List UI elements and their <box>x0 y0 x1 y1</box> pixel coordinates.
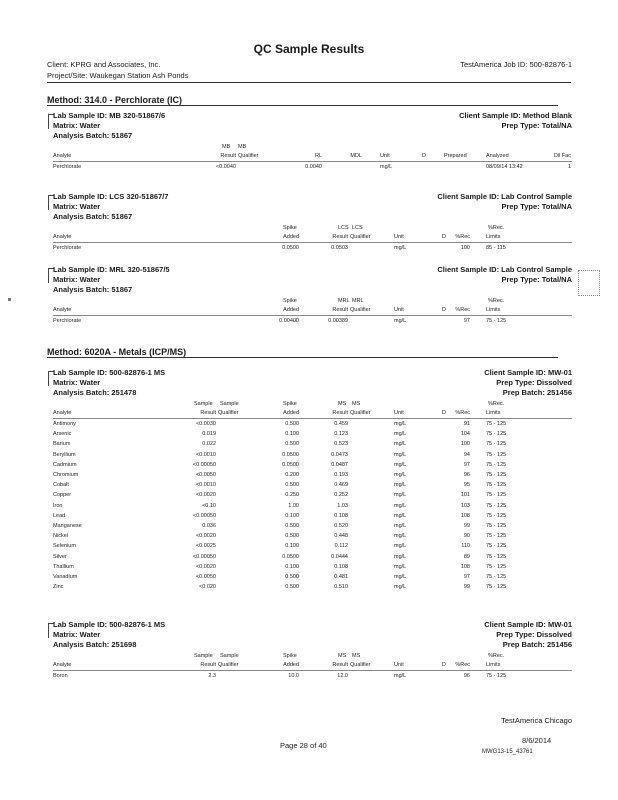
analyte-name: Cadmium <box>53 461 77 468</box>
table-cell: mg/L <box>394 472 407 478</box>
lab-sample-id: Lab Sample ID: MB 320-51867/6 <box>53 111 166 120</box>
job-id: TestAmerica Job ID: 500-82876-1 <box>460 60 572 69</box>
table-cell: mg/L <box>394 318 407 324</box>
table-cell: 0.108 <box>334 512 348 519</box>
table-cell: 1.00 <box>288 502 299 509</box>
column-header: %Rec <box>455 307 470 313</box>
table-cell: 75 - 125 <box>486 584 507 591</box>
prep-type: Prep Type: Total/NA <box>501 275 572 284</box>
column-header-top: MB <box>238 144 247 150</box>
matrix: Matrix: Water <box>53 630 101 639</box>
table-cell: 75 - 125 <box>486 482 507 489</box>
table-cell: mg/L <box>394 533 407 540</box>
table-cell: 0.123 <box>334 431 348 438</box>
table-cell: 75 - 125 <box>486 523 507 529</box>
table-cell: 0.520 <box>334 523 348 529</box>
column-header-top: MRL <box>338 298 350 304</box>
client-sample-id: Client Sample ID: MW-01 <box>484 368 572 377</box>
table-cell: 75 - 125 <box>486 512 507 519</box>
project-line: Project/Site: Waukegan Station Ash Ponds <box>47 71 189 80</box>
column-header: Result <box>332 234 348 240</box>
table-cell: 96 <box>463 673 470 679</box>
table-cell: 97 <box>463 574 470 580</box>
table-cell: <0.10 <box>202 502 216 509</box>
column-header-top: Sample <box>194 401 213 407</box>
column-header: %Rec <box>455 234 470 240</box>
table-cell: 12.0 <box>337 673 348 679</box>
column-header: Analyte <box>53 410 72 416</box>
table-cell: 75 - 125 <box>486 472 507 478</box>
analyte-name: Arsenic <box>53 431 72 438</box>
column-header: Qualifier <box>238 153 259 159</box>
table-cell: mg/L <box>380 164 393 170</box>
table-cell: 100 <box>460 245 470 251</box>
analysis-batch: Analysis Batch: 51867 <box>53 285 133 294</box>
method-title: Method: 314.0 - Perchlorate (IC) <box>47 95 183 105</box>
table-cell: 0.252 <box>334 492 348 499</box>
table-cell: <0.0020 <box>195 533 216 540</box>
table-cell: 75 - 125 <box>486 553 507 560</box>
table-cell: 0.500 <box>285 584 299 591</box>
table-cell: 104 <box>460 431 470 438</box>
analyte-name: Iron <box>53 502 63 509</box>
table-cell: mg/L <box>394 421 407 427</box>
column-header: Qualifier <box>350 410 371 416</box>
footer-doc-id: MWG13-15_43761 <box>482 749 533 755</box>
table-cell: 75 - 125 <box>486 421 507 427</box>
column-header-top: %Rec. <box>488 653 505 659</box>
table-cell: 0.0500 <box>282 461 299 468</box>
table-cell: mg/L <box>394 451 407 458</box>
page-title: QC Sample Results <box>253 42 365 56</box>
column-header-top: Spike <box>283 298 297 304</box>
table-cell: mg/L <box>394 461 407 468</box>
table-cell: 0.0487 <box>331 461 348 468</box>
footer-page: Page 28 of 40 <box>280 741 327 750</box>
table-cell: mg/L <box>394 574 407 580</box>
table-cell: <0.0010 <box>195 482 216 489</box>
table-cell: 110 <box>461 543 470 550</box>
table-cell: 0.112 <box>334 543 348 550</box>
scan-artifact <box>578 270 600 296</box>
footer-lab: TestAmerica Chicago <box>501 716 572 725</box>
column-header-top: MS <box>338 653 347 659</box>
column-header: Result <box>332 662 348 668</box>
column-header-top: MRL <box>352 298 364 304</box>
column-header: D <box>442 410 446 416</box>
table-cell: 1.03 <box>337 502 348 509</box>
table-cell: 0.0500 <box>282 553 299 560</box>
column-header: Limits <box>486 234 501 240</box>
table-cell: 101 <box>460 492 470 499</box>
table-cell: 85 - 115 <box>486 245 506 251</box>
method-rule <box>47 357 558 358</box>
analyte-name: Zinc <box>53 584 64 591</box>
column-header: %Rec <box>455 662 470 668</box>
table-cell: 0.0503 <box>331 245 348 251</box>
client-sample-id: Client Sample ID: Method Blank <box>459 111 572 120</box>
column-header: D <box>442 234 446 240</box>
column-header: Limits <box>486 410 501 416</box>
table-cell: <0.00050 <box>192 461 216 468</box>
table-cell: 75 - 125 <box>486 492 507 499</box>
table-cell: 75 - 125 <box>486 461 507 468</box>
column-header: Result <box>332 410 348 416</box>
table-cell: 91 <box>463 421 470 427</box>
prep-batch: Prep Batch: 251456 <box>502 640 572 649</box>
table-cell: 0.0500 <box>282 451 299 458</box>
table-cell: 99 <box>463 584 470 591</box>
analysis-batch: Analysis Batch: 251478 <box>53 388 137 397</box>
column-header-top: MS <box>338 401 347 407</box>
column-header: %Rec <box>455 410 470 416</box>
lab-sample-id: Lab Sample ID: MRL 320-51867/5 <box>53 265 170 274</box>
table-cell: <0.00050 <box>192 553 216 560</box>
column-header: Limits <box>486 307 501 313</box>
table-cell: 75 - 125 <box>486 451 507 458</box>
table-cell: 0.100 <box>285 431 299 438</box>
column-header: RL <box>314 153 322 159</box>
table-cell: 75 - 125 <box>486 431 507 438</box>
analyte-name: Boron <box>53 673 68 679</box>
column-header: Added <box>283 662 299 668</box>
analyte-name: Antimony <box>53 421 76 427</box>
table-cell: mg/L <box>394 512 407 519</box>
analyte-name: Perchlorate <box>53 318 82 324</box>
analyte-name: Thallium <box>53 563 74 570</box>
prep-type: Prep Type: Dissolved <box>496 378 572 387</box>
table-cell: <0.0020 <box>195 563 216 570</box>
table-cell: 0.108 <box>334 563 348 570</box>
table-cell: mg/L <box>394 673 407 679</box>
analyte-name: Cobalt <box>53 482 69 489</box>
table-cell: 0.200 <box>285 472 299 478</box>
table-cell: mg/L <box>394 245 407 251</box>
table-cell: 0.481 <box>334 574 348 580</box>
lab-sample-id: Lab Sample ID: 500-82876-1 MS <box>53 368 166 377</box>
table-cell: <0.0010 <box>195 451 216 458</box>
lab-sample-id: Lab Sample ID: LCS 320-51867/7 <box>53 192 169 201</box>
analyte-name: Perchlorate <box>53 164 82 170</box>
analysis-batch: Analysis Batch: 51867 <box>53 212 133 221</box>
column-header: Prepared <box>444 153 467 159</box>
column-header: Result <box>332 307 348 313</box>
table-cell: 10.0 <box>288 673 299 679</box>
analyte-name: Vanadium <box>53 574 78 580</box>
column-header: Result <box>200 662 216 668</box>
client-sample-id: Client Sample ID: Lab Control Sample <box>437 192 572 201</box>
column-header-top: MS <box>352 401 361 407</box>
table-cell: 0.100 <box>285 512 299 519</box>
prep-batch: Prep Batch: 251456 <box>502 388 572 397</box>
column-header: Analyte <box>53 662 72 668</box>
table-cell: 0.469 <box>334 482 348 489</box>
table-cell: 96 <box>463 472 470 478</box>
client-line: Client: KPRG and Associates, Inc. <box>47 60 161 69</box>
analyte-name: Chromium <box>53 472 79 478</box>
table-cell: 0.019 <box>202 431 216 438</box>
table-cell: 103 <box>460 502 470 509</box>
lab-sample-id: Lab Sample ID: 500-82876-1 MS <box>53 620 166 629</box>
column-header: Analyzed <box>486 153 509 159</box>
column-header-top: Sample <box>194 653 213 659</box>
table-cell: 0.250 <box>285 492 299 499</box>
table-cell: <0.00050 <box>192 512 216 519</box>
table-cell: mg/L <box>394 492 407 499</box>
analyte-name: Manganese <box>53 523 82 529</box>
table-cell: 0.500 <box>285 533 299 540</box>
footer-date: 8/6/2014 <box>522 736 552 745</box>
table-cell: 0.500 <box>285 574 299 580</box>
table-cell: mg/L <box>394 563 407 570</box>
table-cell: 1 <box>567 164 571 170</box>
table-cell: 75 - 125 <box>486 574 507 580</box>
column-header: Unit <box>394 234 404 240</box>
column-header: D <box>422 153 426 159</box>
table-cell: 0.0444 <box>331 553 348 560</box>
table-cell: 75 - 125 <box>486 318 507 324</box>
column-header-top: Sample <box>220 401 239 407</box>
table-cell: 0.459 <box>334 421 348 427</box>
table-cell: 108 <box>460 512 470 519</box>
column-header-top: Sample <box>220 653 239 659</box>
table-cell: 89 <box>463 553 470 560</box>
column-header: Unit <box>394 662 404 668</box>
table-cell: mg/L <box>394 482 407 489</box>
table-cell: 0.523 <box>334 441 348 448</box>
table-cell: 0.500 <box>285 482 299 489</box>
table-cell: 95 <box>463 482 470 489</box>
column-header: Qualifier <box>218 410 239 416</box>
matrix: Matrix: Water <box>53 202 101 211</box>
table-cell: 90 <box>463 533 470 540</box>
table-cell: 97 <box>463 318 470 324</box>
analyte-name: Silver <box>53 553 67 560</box>
analysis-batch: Analysis Batch: 51867 <box>53 131 133 140</box>
table-cell: 0.0500 <box>282 245 299 251</box>
table-cell: 108 <box>460 563 470 570</box>
prep-type: Prep Type: Dissolved <box>496 630 572 639</box>
table-cell: 75 - 125 <box>486 502 507 509</box>
column-header: Result <box>220 153 236 159</box>
table-cell: 0.100 <box>285 543 299 550</box>
prep-type: Prep Type: Total/NA <box>501 121 572 130</box>
column-header: Unit <box>394 307 404 313</box>
table-cell: 0.022 <box>202 441 216 448</box>
table-cell: <0.0030 <box>195 421 216 427</box>
matrix: Matrix: Water <box>53 275 101 284</box>
table-cell: <0.0020 <box>195 492 216 499</box>
table-cell: 0.00400 <box>279 318 299 324</box>
table-cell: mg/L <box>394 584 407 591</box>
column-header: Limits <box>486 662 501 668</box>
table-cell: 75 - 125 <box>486 673 507 679</box>
column-header: Dil Fac <box>553 153 571 159</box>
column-header: Added <box>283 234 299 240</box>
table-cell: 100 <box>460 441 470 448</box>
method-title: Method: 6020A - Metals (ICP/MS) <box>47 347 187 357</box>
client-sample-id: Client Sample ID: Lab Control Sample <box>437 265 572 274</box>
column-header-top: Spike <box>283 653 297 659</box>
column-header-top: %Rec. <box>488 298 505 304</box>
column-header-top: LCS <box>338 225 349 231</box>
column-header: Unit <box>380 153 390 159</box>
column-header: Added <box>283 410 299 416</box>
column-header-top: Spike <box>283 401 297 407</box>
column-header: D <box>442 662 446 668</box>
table-cell: 0.036 <box>202 523 216 529</box>
table-cell: mg/L <box>394 441 407 448</box>
matrix: Matrix: Water <box>53 121 101 130</box>
column-header: Qualifier <box>350 307 371 313</box>
table-cell: mg/L <box>394 502 407 509</box>
column-header: Unit <box>394 410 404 416</box>
table-cell: 99 <box>463 523 470 529</box>
table-cell: mg/L <box>394 543 407 550</box>
column-header: Qualifier <box>350 234 371 240</box>
column-header: Qualifier <box>350 662 371 668</box>
table-cell: 0.510 <box>334 584 348 591</box>
column-header: MDL <box>350 153 362 159</box>
column-header: D <box>442 307 446 313</box>
table-cell: mg/L <box>394 523 407 529</box>
column-header: Analyte <box>53 234 72 240</box>
analyte-name: Lead <box>53 512 66 519</box>
column-header: Result <box>200 410 216 416</box>
analyte-name: Perchlorate <box>53 245 82 251</box>
table-cell: 75 - 125 <box>486 563 507 570</box>
table-cell: 0.448 <box>334 533 348 540</box>
table-cell: 0.0040 <box>305 164 322 170</box>
analyte-name: Barium <box>53 441 71 448</box>
column-header-top: Spike <box>283 225 297 231</box>
prep-type: Prep Type: Total/NA <box>501 202 572 211</box>
table-cell: 0.500 <box>285 441 299 448</box>
analyte-name: Selenium <box>53 543 76 550</box>
column-header-top: MS <box>352 653 361 659</box>
table-cell: 0.100 <box>285 563 299 570</box>
table-cell: 97 <box>463 461 470 468</box>
analysis-batch: Analysis Batch: 251698 <box>53 640 137 649</box>
column-header-top: %Rec. <box>488 225 505 231</box>
column-header: Analyte <box>53 153 72 159</box>
table-cell: <0.0050 <box>195 574 216 580</box>
column-header: Added <box>283 307 299 313</box>
table-cell: 08/09/14 13:42 <box>486 164 523 170</box>
table-cell: 75 - 125 <box>486 543 507 550</box>
table-cell: <0.0025 <box>195 543 216 550</box>
table-cell: 75 - 125 <box>486 441 507 448</box>
column-header-top: LCS <box>352 225 363 231</box>
table-cell: 0.00389 <box>328 318 348 324</box>
table-cell: mg/L <box>394 553 407 560</box>
analyte-name: Nickel <box>53 533 68 540</box>
table-cell: 2.3 <box>208 673 216 679</box>
table-cell: <0.0050 <box>195 472 216 478</box>
table-cell: 0.500 <box>285 421 299 427</box>
scan-mark <box>8 298 11 301</box>
client-sample-id: Client Sample ID: MW-01 <box>484 620 572 629</box>
table-cell: 0.193 <box>334 472 348 478</box>
column-header-top: MB <box>222 144 231 150</box>
column-header: Analyte <box>53 307 72 313</box>
matrix: Matrix: Water <box>53 378 101 387</box>
column-header-top: %Rec. <box>488 401 505 407</box>
table-cell: <0.020 <box>199 584 216 591</box>
header-rule <box>47 82 571 83</box>
table-cell: mg/L <box>394 431 407 438</box>
table-cell: 0.0473 <box>331 451 348 458</box>
analyte-name: Copper <box>53 492 72 499</box>
table-cell: 0.500 <box>285 523 299 529</box>
table-cell: <0.0040 <box>215 164 236 170</box>
column-header: Qualifier <box>218 662 239 668</box>
table-cell: 75 - 125 <box>486 533 507 540</box>
analyte-name: Beryllium <box>53 451 76 458</box>
table-cell: 94 <box>463 451 470 458</box>
method-rule <box>47 105 558 106</box>
